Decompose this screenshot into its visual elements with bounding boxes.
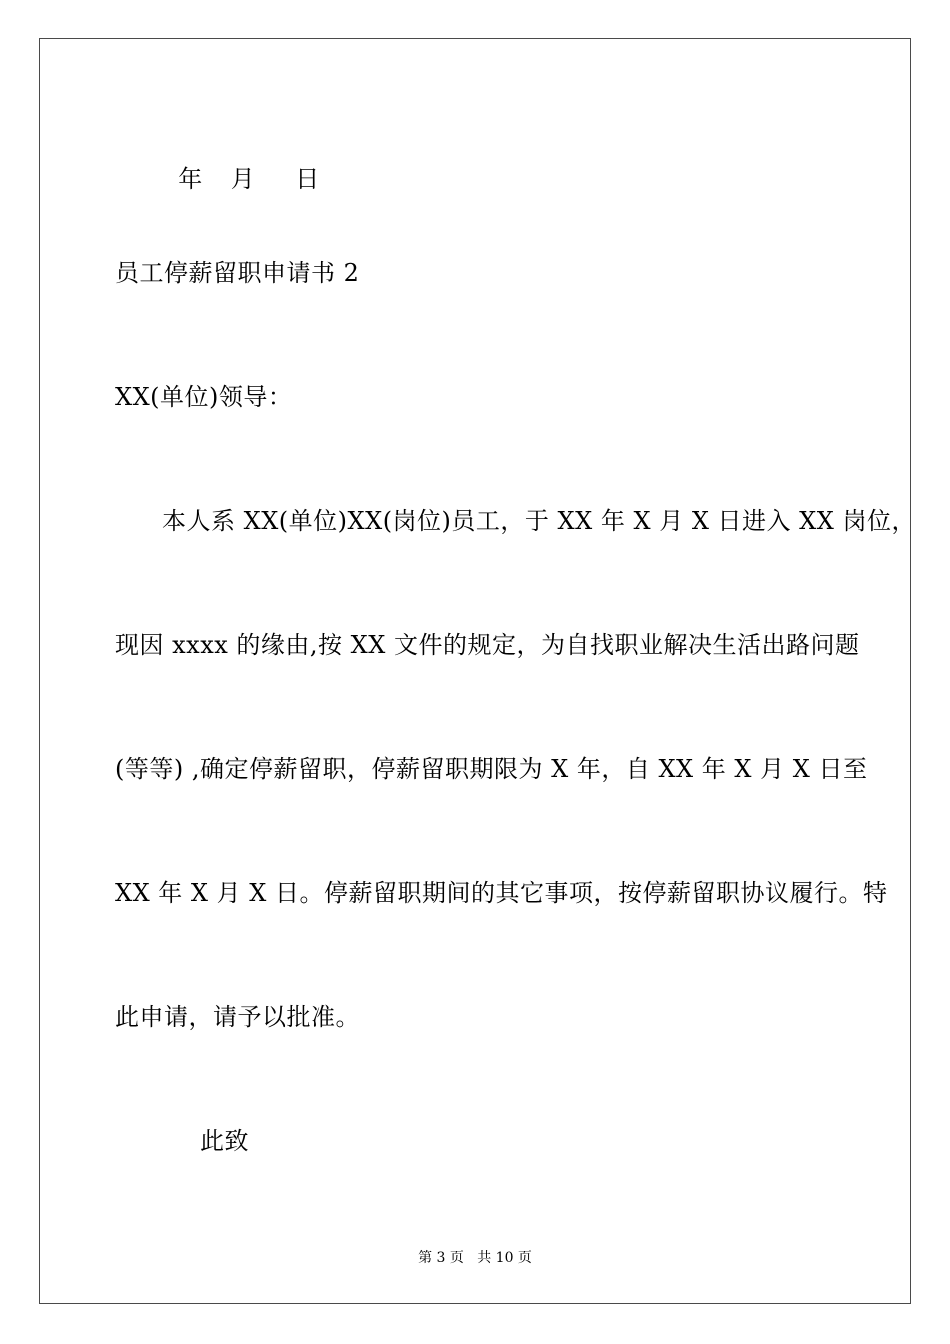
closing-line: 此致 [200,1127,249,1155]
salutation: XX(单位)领导： [115,383,293,411]
date-month: 月 [230,165,256,193]
body-line-4: XX 年 X 月 X 日。停薪留职期间的其它事项，按停薪留职协议履行。特 [115,879,888,907]
page-border [39,38,911,1304]
body-line-3: (等等) ,确定停薪留职，停薪留职期限为 X 年，自 XX 年 X 月 X 日至 [115,755,868,783]
body-line-2: 现因 xxxx 的缘由,按 XX 文件的规定，为自找职业解决生活出路问题 [115,631,860,659]
document-title: 员工停薪留职申请书 2 [115,259,360,287]
date-day: 日 [295,165,320,193]
date-line [162,134,320,194]
page-footer: 第 3 页 共 10 页 [418,1250,532,1266]
body-line-1: 本人系 XX(单位)XX(岗位)员工，于 XX 年 X 月 X 日进入 XX 岗位， [162,507,916,535]
date-year: 年 [178,165,203,193]
body-line-5: 此申请，请予以批准。 [115,1003,360,1031]
